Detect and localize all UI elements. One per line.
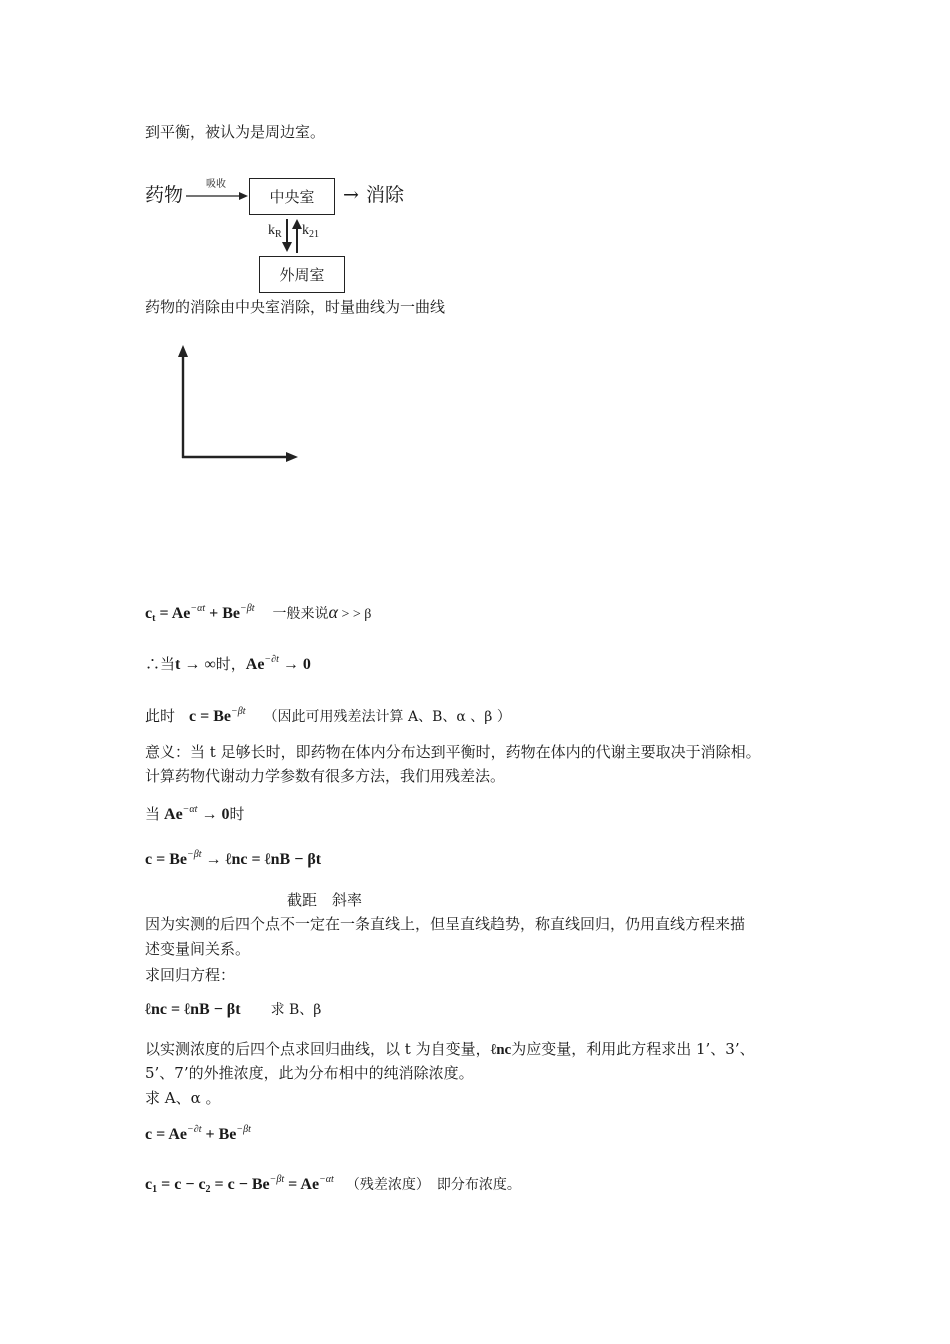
equation-ln: $c = Be^{-\beta t}$ → ℓnc = ℓnB − βt (145, 849, 322, 868)
text-line-curve: 药物的消除由中央室消除，时量曲线为一曲线 (145, 298, 446, 316)
paragraph-regression-1: 因为实测的后四个点不一定在一条直线上，但呈直线趋势，称直线回归，仍用直线方程来描 (145, 915, 746, 933)
diagram-elimination-label: 消除 (366, 184, 405, 206)
equation-limit: ∴当t → ∞时，$Ae^{-\partial t} \to 0$ (145, 654, 311, 673)
text-line-top: 到平衡，被认为是周边室。 (145, 123, 326, 141)
paragraph-meaning: 意义：当 t 足够长时，即药物在体内分布达到平衡时，药物在体内的代谢主要取决于消除相。 (145, 743, 761, 761)
equation-ct: $c_t = Ae^{-\alpha t} + Be^{-\beta t}$ 一般来说α > > β (145, 602, 372, 624)
diagram-absorb-label: 吸收 (206, 179, 226, 190)
absorption-arrow-head (239, 192, 248, 200)
equation-regression: ℓnc = ℓnB − βt 求 B、β (145, 1001, 322, 1018)
x-axis-arrow-head (286, 452, 298, 462)
equation-residual: $c_1 = c - c_2 = c - Be^{-\beta t} = Ae^{-\alpha t}$ （残差浓度） 即分布浓度。 (145, 1174, 521, 1195)
k21-label: $k_{21}$ (302, 223, 319, 240)
peripheral-compartment-label: 外周室 (279, 266, 325, 284)
equation-when-ae: 当 $Ae^{-\alpha t} \to 0$时 (145, 804, 245, 823)
k12-label: $k_R$ (268, 223, 282, 240)
paragraph-extrapolate-2: 5’、7’的外推浓度，此为分布相中的纯消除浓度。 (145, 1064, 474, 1082)
equation-c-be: 此时 $c = Be^{-\beta t}$ （因此可用残差法计算 A、B、α 、β ） (145, 706, 511, 725)
paragraph-methods: 计算药物代谢动力学参数有很多方法，我们用残差法。 (145, 767, 506, 785)
diagram-drug-label: 药物 (145, 184, 184, 206)
k12-arrow-head (282, 242, 292, 252)
equation-biexponential: $c = Ae^{-\partial t} + Be^{-\beta t}$ (145, 1124, 251, 1143)
k21-arrow-head (292, 219, 302, 229)
central-compartment-label: 中央室 (269, 188, 315, 206)
elimination-arrow: → (343, 184, 359, 206)
labels-intercept-slope: 截距 斜率 (287, 891, 363, 909)
y-axis-arrow-head (178, 345, 188, 357)
paragraph-regression-2: 述变量间关系。 (145, 940, 251, 958)
paragraph-find-a-alpha: 求 A、α 。 (145, 1089, 221, 1107)
paragraph-extrapolate-1: 以实测浓度的后四个点求回归曲线，以 t 为自变量，ℓnc为应变量，利用此方程求出 1’、3’、 (145, 1040, 755, 1058)
paragraph-find-equation: 求回归方程： (145, 966, 236, 984)
